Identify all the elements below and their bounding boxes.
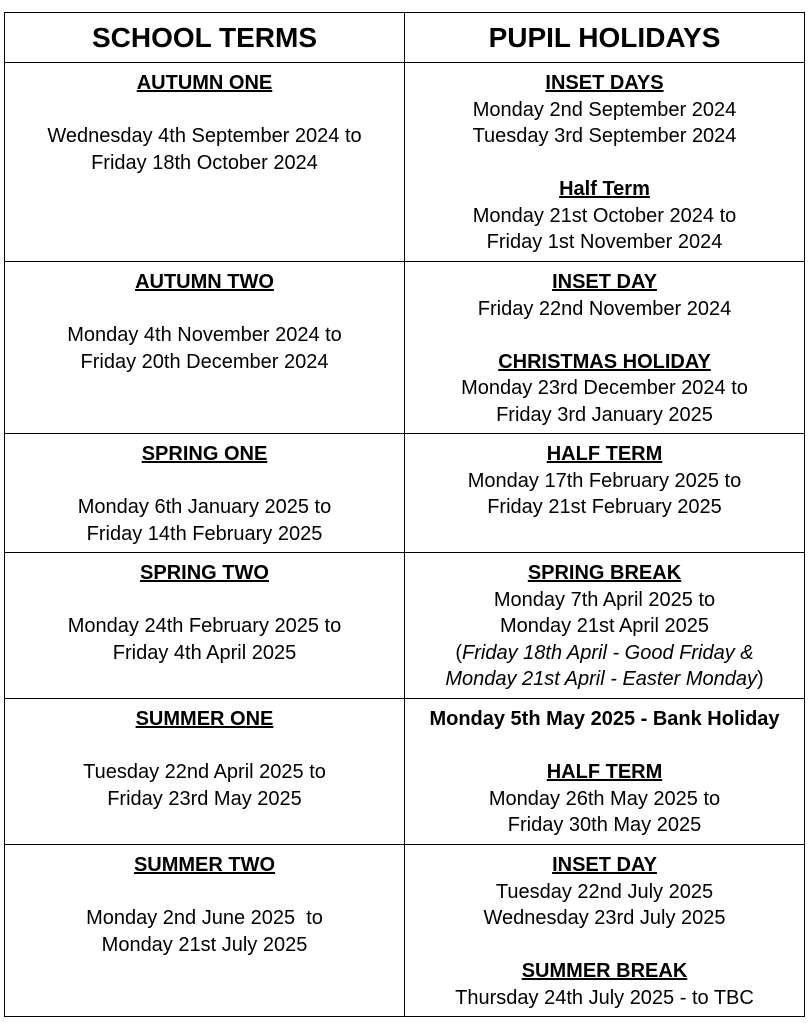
holiday-dates: Friday 22nd November 2024	[477, 297, 732, 320]
term-dates: Monday 2nd June 2025 to	[86, 907, 323, 929]
term-dates: Wednesday 4th September 2024 to	[47, 125, 362, 147]
holiday-dates: Friday 21st February 2025	[487, 496, 722, 518]
note-good-friday: Friday 18th April - Good Friday &	[462, 641, 754, 664]
holiday-dates: Friday 30th May 2025	[507, 814, 702, 836]
holiday-note	[405, 640, 804, 667]
header-pupil-holidays: PUPIL HOLIDAYS	[405, 13, 805, 63]
term-dates: Friday 4th April 2025	[112, 641, 297, 664]
table-row	[5, 262, 805, 434]
table-row	[5, 63, 805, 262]
holiday-dates: Tuesday 22nd July 2025	[495, 880, 714, 903]
term-dates: Monday 4th November 2024 to	[67, 324, 342, 346]
holiday-dates: Thursday 24th July 2025 - to TBC	[455, 986, 754, 1009]
table-row	[5, 845, 805, 1017]
term-cell	[5, 63, 405, 262]
holiday-dates: Wednesday 23rd July 2025	[483, 907, 726, 929]
header-row	[5, 13, 805, 63]
holiday-dates: Monday 2nd September 2024	[472, 98, 737, 121]
table-row	[5, 699, 805, 845]
table-row	[5, 434, 805, 553]
school-terms-table	[4, 12, 805, 1017]
holiday-dates: Monday 26th May 2025 to	[488, 787, 721, 810]
holiday-dates: Monday 7th April 2025 to	[493, 588, 716, 611]
term-dates: Friday 23rd May 2025	[107, 787, 302, 810]
term-dates: Tuesday 22nd April 2025 to	[83, 761, 326, 783]
term-title: AUTUMN TWO	[135, 271, 274, 293]
holiday-dates: Monday 21st October 2024 to	[472, 204, 737, 227]
term-dates: Friday 14th February 2025	[86, 522, 323, 545]
term-cell	[5, 553, 405, 699]
holiday-dates: Friday 3rd January 2025	[496, 403, 713, 426]
term-title: SPRING TWO	[140, 562, 269, 584]
note-close-paren: )	[756, 668, 764, 690]
term-title: SUMMER ONE	[135, 708, 274, 730]
holiday-title: INSET DAY	[552, 271, 657, 293]
term-title: SPRING ONE	[141, 443, 268, 465]
term-dates: Monday 21st July 2025	[101, 933, 308, 956]
term-title: AUTUMN ONE	[136, 72, 273, 94]
term-dates: Friday 18th October 2024	[91, 151, 318, 174]
holiday-title: Half Term	[559, 178, 650, 200]
holiday-cell	[405, 553, 805, 699]
note-open-paren: (	[455, 641, 463, 664]
holiday-dates: Monday 21st April 2025	[499, 615, 710, 637]
holiday-cell	[405, 699, 805, 845]
term-title: SUMMER TWO	[133, 854, 276, 876]
table-row	[5, 553, 805, 699]
holiday-dates: Tuesday 3rd September 2024	[472, 125, 737, 147]
holiday-title: HALF TERM	[546, 761, 663, 783]
holiday-cell	[405, 845, 805, 1017]
holiday-cell	[405, 63, 805, 262]
header-school-terms: SCHOOL TERMS	[5, 13, 405, 63]
term-dates: Monday 24th February 2025 to	[67, 615, 342, 637]
term-cell	[5, 699, 405, 845]
holiday-dates: Friday 1st November 2024	[486, 231, 723, 253]
holiday-title: SPRING BREAK	[527, 562, 682, 584]
term-dates: Monday 6th January 2025 to	[77, 496, 332, 518]
term-cell	[5, 262, 405, 434]
term-cell	[5, 434, 405, 553]
holiday-cell	[405, 262, 805, 434]
holiday-dates: Monday 17th February 2025 to	[467, 469, 742, 492]
term-dates: Friday 20th December 2024	[80, 350, 329, 373]
holiday-cell	[405, 434, 805, 553]
holiday-title: HALF TERM	[546, 443, 663, 465]
holiday-title: INSET DAY	[552, 854, 657, 876]
term-cell	[5, 845, 405, 1017]
holiday-title: SUMMER BREAK	[521, 960, 688, 982]
holiday-title: INSET DAYS	[545, 72, 664, 94]
holiday-dates: Monday 23rd December 2024 to	[461, 377, 748, 399]
bank-holiday: Monday 5th May 2025 - Bank Holiday	[429, 708, 780, 730]
note-easter-monday: Monday 21st April - Easter Monday	[445, 668, 757, 690]
holiday-title: CHRISTMAS HOLIDAY	[498, 350, 711, 373]
holiday-note	[405, 666, 804, 693]
